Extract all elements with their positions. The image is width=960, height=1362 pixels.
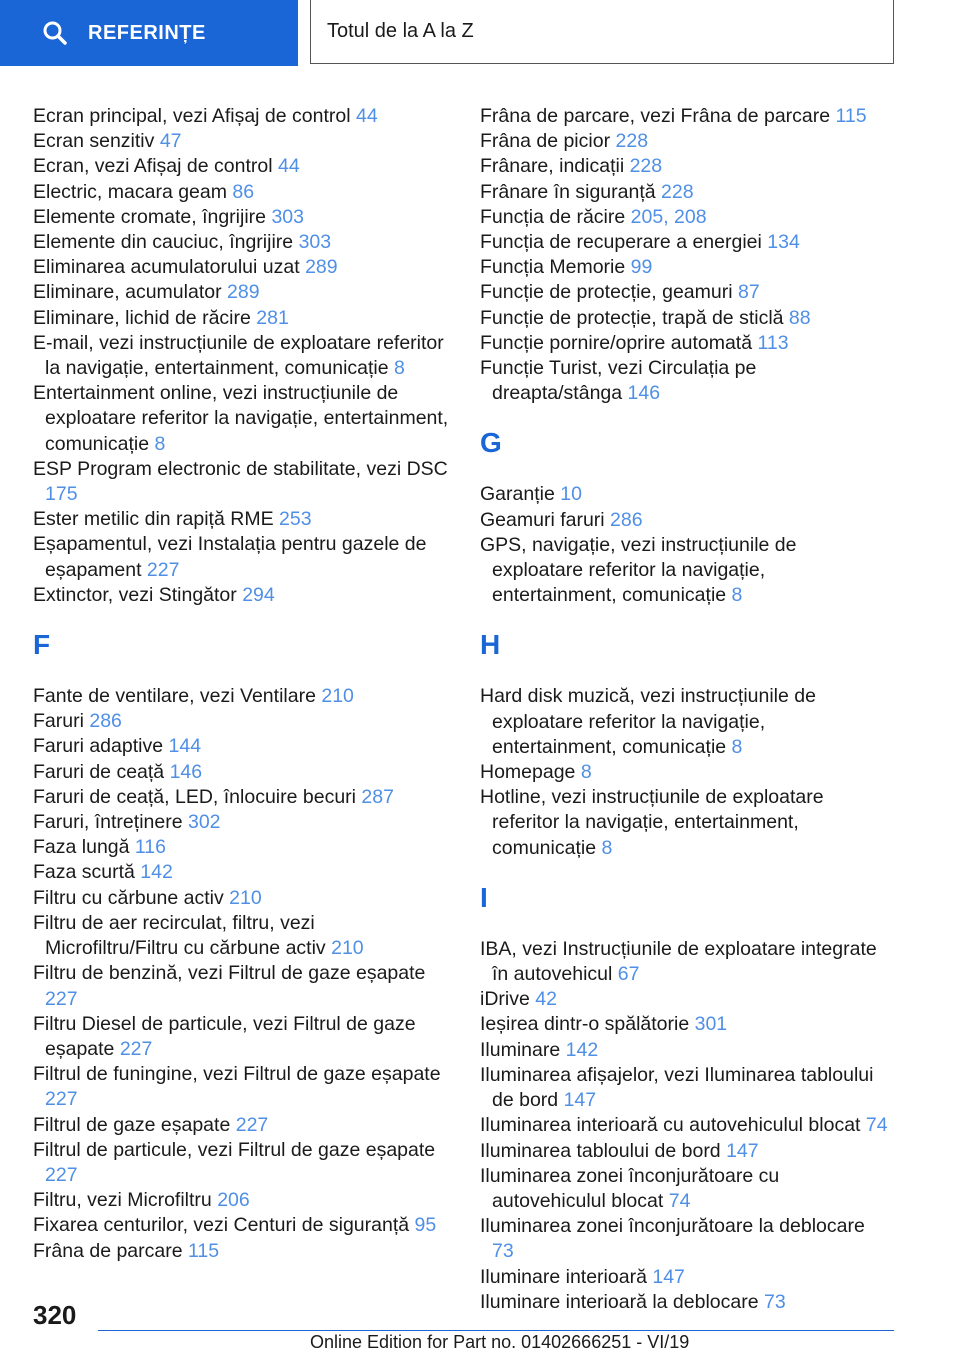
page-reference-link[interactable]: 227 [45, 987, 78, 1010]
index-entry [33, 760, 453, 785]
page-reference-link[interactable]: 8 [731, 735, 743, 758]
index-entry [33, 1062, 453, 1112]
index-entry-text: Iluminare interioară la deblocare [480, 1290, 759, 1313]
page-reference-link[interactable]: 205, 208 [630, 205, 707, 228]
index-entry-text: Funcție de protecție, geamuri [480, 281, 733, 304]
index-entry-text: Homepage [480, 761, 576, 784]
index-entry-text: Fante de ventilare, vezi Ventilare [33, 685, 316, 708]
page-number: 320 [33, 1300, 77, 1330]
page-reference-link[interactable]: 95 [414, 1214, 437, 1237]
page-reference-link[interactable]: 294 [242, 583, 275, 606]
index-entry [33, 205, 453, 230]
index-entry-text: Funcție de protecție, trapă de sticlă [480, 306, 784, 329]
index-entry-text: Ester metilic din rapiță RME [33, 508, 274, 531]
index-entry-text: Hard disk muzică, vezi instrucțiunile de exploatare referitor la navigație, entertainment, comunicație [480, 685, 816, 758]
page-reference-link[interactable]: 144 [168, 735, 202, 758]
index-entry-text: Filtru de aer recirculat, filtru, vezi Microfiltru/Filtru cu cărbune activ [33, 911, 326, 960]
page-reference-link[interactable]: 228 [661, 180, 694, 203]
index-entry [33, 785, 453, 810]
page-reference-link[interactable]: 42 [535, 988, 557, 1011]
index-entry-text: Faruri, întreținere [33, 811, 183, 834]
index-entry-text: Iluminarea zonei înconjurătoare la deblocare [480, 1215, 865, 1238]
index-entry [480, 1139, 890, 1164]
index-entry-text: Faruri de ceață [33, 760, 165, 783]
index-entry [480, 1164, 890, 1214]
index-entry [33, 1239, 453, 1264]
index-entry [33, 860, 453, 885]
index-entry-text: Faza scurtă [33, 861, 135, 884]
index-entry [480, 205, 890, 230]
index-entry [33, 331, 453, 381]
index-entry [33, 532, 453, 582]
index-entry-text: IBA, vezi Instrucțiunile de exploatare integrate în autovehicul [480, 937, 877, 986]
index-entry-text: Funcția de recuperare a energiei [480, 231, 762, 254]
tab-a-to-z[interactable] [310, 0, 894, 64]
index-entry-text: Funcție Turist, vezi Circulația pe dreapta/stânga [480, 357, 757, 405]
index-entry [33, 734, 453, 759]
index-entry-text: Extinctor, vezi Stingător [33, 583, 237, 606]
page-reference-link[interactable]: 227 [45, 1163, 78, 1186]
index-entry [480, 1113, 890, 1138]
index-entry [33, 961, 453, 1011]
index-entry [33, 180, 453, 205]
page-reference-link[interactable]: 73 [492, 1240, 514, 1263]
index-entry-text: Filtru cu cărbune activ [33, 886, 224, 909]
page-reference-link[interactable]: 301 [694, 1013, 728, 1036]
page-reference-link[interactable]: 99 [630, 256, 653, 279]
index-entry [480, 1063, 890, 1113]
index-entry-text: Ieșirea dintr-o spălătorie [480, 1013, 690, 1036]
page-reference-link[interactable]: 134 [767, 231, 800, 254]
page-reference-link[interactable]: 10 [560, 483, 582, 506]
index-entry-text: Filtru, vezi Microfiltru [33, 1189, 212, 1212]
index-entry-text: Funcția de răcire [480, 205, 626, 228]
page-reference-link[interactable]: 303 [298, 231, 332, 254]
page-reference-link[interactable]: 302 [187, 811, 221, 834]
index-entry [33, 810, 453, 835]
index-entry-text: Iluminarea afișajelor, vezi Iluminarea tabloului de bord [480, 1063, 874, 1112]
page-reference-link[interactable]: 44 [356, 105, 378, 127]
page-reference-link[interactable]: 74 [865, 1114, 888, 1137]
index-entry [33, 911, 453, 961]
index-entry-text: Frâna de parcare [33, 1239, 183, 1262]
index-entry [33, 507, 453, 532]
index-entry-text: Geamuri faruri [480, 508, 605, 531]
index-entry-text: Filtru Diesel de particule, vezi Filtrul de gaze eșapate [33, 1012, 416, 1060]
index-entry-text: Eliminarea acumulatorului uzat [33, 256, 300, 279]
index-entry [480, 280, 890, 305]
section-letter: H [480, 629, 501, 661]
index-entry [480, 937, 890, 987]
page-reference-link[interactable]: 115 [188, 1239, 220, 1262]
index-entry-text: Fixarea centurilor, vezi Centuri de siguranță [33, 1214, 410, 1237]
index-entry [33, 709, 453, 734]
index-entry-text: Frâna de parcare, vezi Frâna de parcare [480, 105, 831, 127]
page-reference-link[interactable]: 116 [134, 836, 166, 859]
page-reference-link[interactable]: 113 [757, 331, 789, 354]
page-reference-link[interactable]: 227 [119, 1037, 153, 1060]
index-entry-text: Hotline, vezi instrucțiunile de exploatare referitor la navigație, entertainment, comunicație [480, 786, 824, 859]
index-entry-text: Eliminare, acumulator [33, 281, 222, 304]
index-entry [33, 1188, 453, 1213]
section-letter: I [480, 881, 488, 913]
index-entry-text: Elemente cromate, îngrijire [33, 205, 267, 228]
index-entry [33, 457, 453, 507]
index-entry-text: Iluminare [480, 1038, 561, 1061]
index-entry-text: iDrive [480, 988, 530, 1011]
page-reference-link[interactable]: 87 [737, 281, 760, 304]
index-entry [480, 104, 890, 129]
section-letter: F [33, 629, 51, 661]
index-entry [33, 1213, 453, 1238]
index-entry-text: Electric, macara geam [33, 180, 227, 203]
index-entry [480, 684, 890, 760]
index-entry-text: Iluminarea tabloului de bord [480, 1139, 721, 1162]
index-column-left [33, 104, 453, 1264]
page-reference-link[interactable]: 8 [580, 761, 592, 784]
index-entry-text: Frâna de picior [480, 130, 611, 153]
index-entry [33, 1138, 453, 1188]
index-entry-text: Ecran principal, vezi Afișaj de control [33, 105, 351, 127]
page-reference-link[interactable]: 303 [271, 205, 304, 228]
index-entry-text: Eșapamentul, vezi Instalația pentru gazele de eșapament [33, 533, 427, 581]
index-entry [33, 306, 453, 331]
index-entry [480, 987, 890, 1012]
index-entry-text: Elemente din cauciuc, îngrijire [33, 231, 294, 254]
index-entry-text: Filtrul de particule, vezi Filtrul de gaze eșapate [33, 1138, 436, 1161]
index-entry-text: Filtrul de funingine, vezi Filtrul de gaze eșapate [33, 1063, 441, 1086]
tab-references-label: REFERINȚE [88, 21, 206, 44]
tab-references[interactable] [0, 0, 298, 66]
page-reference-link[interactable]: 115 [835, 105, 867, 127]
page-reference-link[interactable]: 210 [321, 685, 354, 708]
index-entry [33, 583, 453, 608]
index-entry [33, 1012, 453, 1062]
page-reference-link[interactable]: 175 [45, 483, 78, 506]
index-entry-text: Garanție [480, 483, 555, 506]
index-entry [480, 230, 890, 255]
index-entry-text: Iluminare interioară [480, 1265, 647, 1288]
index-entry-text: Faruri de ceață, LED, înlocuire becuri [33, 785, 356, 808]
page-reference-link[interactable]: 86 [232, 180, 255, 203]
index-entry-text: ESP Program electronic de stabilitate, vezi DSC [33, 457, 448, 480]
index-entry [480, 760, 890, 785]
index-entry [480, 306, 890, 331]
index-entry [33, 280, 453, 305]
page-reference-link[interactable]: 44 [277, 155, 300, 178]
page-reference-link[interactable]: 88 [788, 306, 811, 329]
header [0, 0, 960, 66]
index-entry-text: Entertainment online, vezi instrucțiunile de exploatare referitor la navigație, entertainment, comunicație [33, 382, 449, 455]
page-reference-link[interactable]: 228 [615, 130, 649, 153]
index-entry [480, 1038, 890, 1063]
page-reference-link[interactable]: 210 [331, 937, 364, 960]
index-entry [480, 508, 890, 533]
index-entry-text: Faza lungă [33, 836, 130, 859]
index-entry [480, 785, 890, 861]
index-entry-text: Faruri [33, 710, 84, 733]
page-reference-link[interactable]: 286 [89, 710, 122, 733]
index-entry [33, 886, 453, 911]
page-reference-link[interactable]: 8 [601, 836, 613, 859]
index-entry-text: Ecran, vezi Afișaj de control [33, 155, 273, 178]
page-reference-link[interactable]: 73 [764, 1290, 786, 1313]
page-reference-link[interactable]: 281 [256, 306, 289, 329]
page-reference-link[interactable]: 142 [565, 1038, 599, 1061]
index-entry-text: GPS, navigație, vezi instrucțiunile de exploatare referitor la navigație, entertainment, comunicație [480, 533, 797, 607]
index-entry [33, 154, 453, 179]
page-reference-link[interactable]: 253 [279, 508, 312, 531]
index-entry-text: Iluminarea zonei înconjurătoare cu autovehiculul blocat [480, 1164, 780, 1212]
index-entry [480, 1214, 890, 1264]
footer-divider [98, 1330, 894, 1331]
page-reference-link[interactable]: 210 [229, 886, 262, 909]
index-entry-text: Filtrul de gaze eșapate [33, 1113, 231, 1136]
page-reference-link[interactable]: 228 [629, 155, 663, 178]
index-entry [480, 331, 890, 356]
index-entry [33, 684, 453, 709]
index-entry [480, 180, 890, 205]
page-reference-link[interactable]: 8 [731, 584, 743, 607]
index-entry [480, 533, 890, 609]
page-reference-link[interactable]: 147 [652, 1265, 685, 1288]
index-entry [33, 104, 453, 129]
index-entry-text: Ecran senzitiv [33, 130, 155, 153]
index-entry [33, 230, 453, 255]
page-reference-link[interactable]: 146 [169, 760, 203, 783]
index-entry-text: Iluminarea interioară cu autovehiculul blocat [480, 1114, 861, 1137]
index-entry-text: Faruri adaptive [33, 735, 164, 758]
page-reference-link[interactable]: 67 [617, 963, 640, 986]
index-entry [480, 1290, 890, 1315]
page-reference-link[interactable]: 206 [217, 1189, 250, 1212]
page-reference-link[interactable]: 8 [154, 432, 166, 455]
index-entry-text: Funcția Memorie [480, 256, 626, 279]
page-reference-link[interactable]: 227 [146, 558, 180, 581]
index-entry [480, 129, 890, 154]
page-reference-link[interactable]: 74 [668, 1189, 691, 1212]
index-entry [33, 255, 453, 280]
index-entry [33, 835, 453, 860]
page-reference-link[interactable]: 287 [361, 785, 394, 808]
page-reference-link[interactable]: 289 [305, 256, 338, 279]
tab-a-to-z-label: Totul de la A la Z [327, 20, 474, 42]
search-icon [42, 20, 68, 46]
section-letter: G [480, 427, 502, 459]
index-entry-text: Filtru de benzină, vezi Filtrul de gaze eșapate [33, 962, 426, 985]
index-entry [480, 356, 890, 406]
index-entry-text: Frânare, indicații [480, 155, 625, 178]
index-entry [33, 1113, 453, 1138]
index-entry-text: Funcție pornire/oprire automată [480, 331, 753, 354]
page-reference-link[interactable]: 227 [235, 1113, 269, 1136]
page-reference-link[interactable]: 142 [140, 861, 173, 884]
index-entry-text: Eliminare, lichid de răcire [33, 306, 251, 329]
index-entry [480, 1265, 890, 1290]
page-reference-link[interactable]: 146 [627, 382, 661, 405]
index-entry [33, 381, 453, 457]
page-reference-link[interactable]: 289 [227, 281, 260, 304]
index-entry [480, 1012, 890, 1037]
page-reference-link[interactable]: 8 [394, 357, 405, 380]
edition-note: Online Edition for Part no. 01402666251 - VI/19 [310, 1332, 690, 1352]
page-reference-link[interactable]: 147 [726, 1139, 759, 1162]
index-entry [480, 482, 890, 507]
index-entry [480, 255, 890, 280]
index-entry [33, 129, 453, 154]
index-entry-text: E-mail, vezi instrucțiunile de exploatare referitor la navigație, entertainment, comunicație [33, 331, 444, 380]
page-reference-link[interactable]: 47 [159, 130, 182, 153]
page-reference-link[interactable]: 227 [45, 1088, 78, 1111]
page-reference-link[interactable]: 286 [610, 508, 643, 531]
index-entry [480, 154, 890, 179]
index-entry-text: Frânare în siguranță [480, 180, 656, 203]
page-reference-link[interactable]: 147 [563, 1089, 597, 1112]
index-column-right [480, 104, 890, 1315]
